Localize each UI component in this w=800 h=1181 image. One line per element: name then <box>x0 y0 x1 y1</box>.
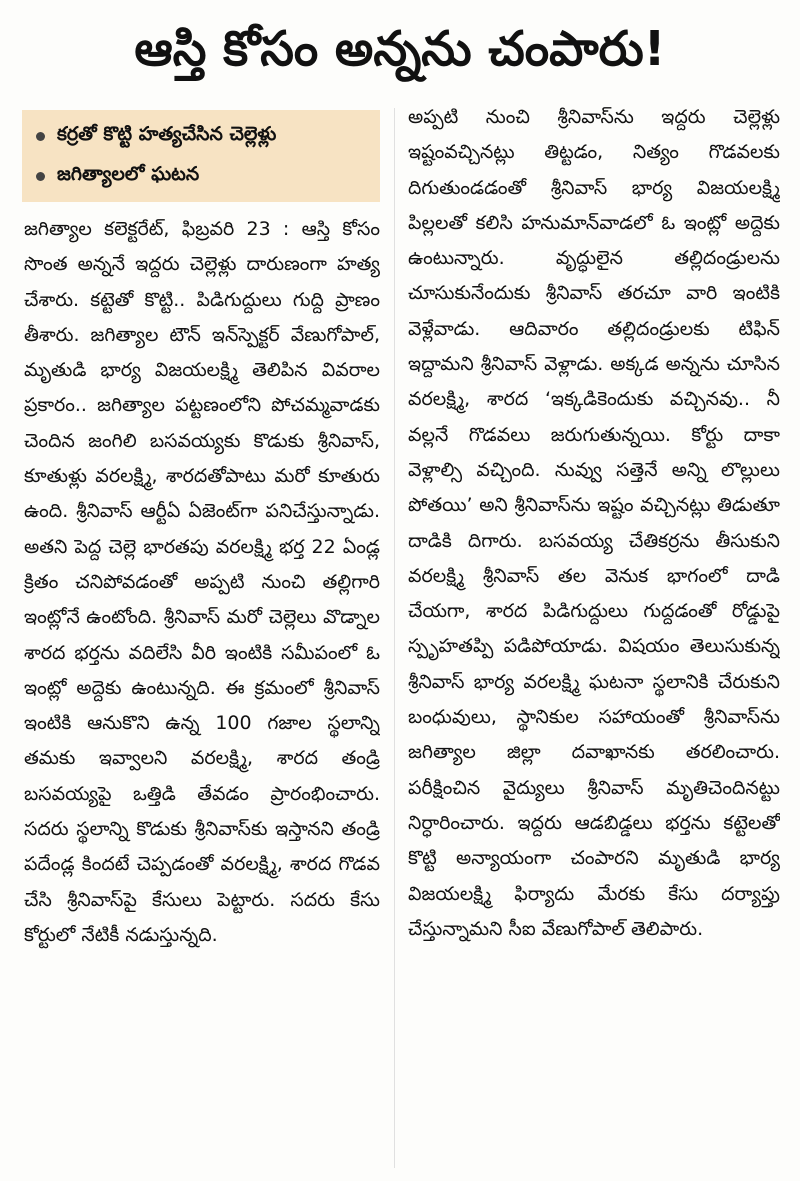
article-column-right <box>408 100 780 1172</box>
article-body-right: అప్పటి నుంచి శ్రీనివాస్‌ను ఇద్దరు చెల్లెళ్లు ఇష్టంవచ్చినట్లు తిట్టడం, నిత్యం గొడవలకు దిగుతుండడంతో శ్రీనివాస్‌ భార్య విజయలక్ష్మి పిల్లలతో కలిసి హనుమాన్‌వాడలో ఓ ఇంట్లో అద్దెకు ఉంటున్నారు. వృద్ధులైన తల్లిదండ్రులను చూసుకునేందుకు శ్రీనివాస్‌ తరచూ వారి ఇంటికి వెళ్లేవాడు. ఆదివారం తల్లిదండ్రులకు టిఫిన్‌ ఇద్దామని శ్రీనివాస్‌ వెళ్లాడు. అక్కడ అన్నను చూసిన వరలక్ష్మి, శారద ‘ఇక్కడికెందుకు వచ్చినవు.. నీ వల్లనే గొడవలు జరుగుతున్నయి. కోర్టు దాకా వెళ్లాల్సి వచ్చింది. నువ్వు సత్తెనే అన్ని లొల్లులు పోతయి’ అని శ్రీనివాస్‌ను ఇష్టం వచ్చినట్లు తిడుతూ దాడికి దిగారు. బసవయ్య చేతికర్రను తీసుకుని వరలక్ష్మి శ్రీనివాస్‌ తల వెనుక భాగంలో దాడి చేయగా, శారద పిడిగుద్దులు గుద్దడంతో రోడ్డుపై స్పృహతప్పి పడిపోయాడు. విషయం తెలుసుకున్న శ్రీనివాస్‌ భార్య వరలక్ష్మి ఘటనా స్థలానికి చేరుకుని బంధువులు, స్థానికుల సహాయంతో శ్రీనివాస్‌ను జగిత్యాల జిల్లా దవాఖానకు తరలించారు. పరీక్షించిన వైద్యులు శ్రీనివాస్‌ మృతిచెందినట్టు నిర్ధారించారు. ఇద్దరు ఆడబిడ్డలు భర్తను కట్టెలతో కొట్టి అన్యాయంగా చంపారని మృతుడి భార్య విజయలక్ష్మి ఫిర్యాదు మేరకు కేసు దర్యాప్తు చేస్తున్నామని సీఐ వేణుగోపాల్‌ తెలిపారు. <box>408 106 780 940</box>
article-body-left: జగిత్యాల కలెక్టరేట్‌, ఫిబ్రవరి 23 : ఆస్తి కోసం సొంత అన్ననే ఇద్దరు చెల్లెళ్లు దారుణంగా హత్య చేశారు. కట్టెతో కొట్టి.. పిడిగుద్దులు గుద్ది ప్రాణం తీశారు. జగిత్యాల టౌన్‌ ఇన్‌స్పెక్టర్‌ వేణుగోపాల్‌, మృతుడి భార్య విజయలక్ష్మి తెలిపిన వివరాల ప్రకారం.. జగిత్యాల పట్టణంలోని పోచమ్మవాడకు చెందిన జంగిలి బసవయ్యకు కొడుకు శ్రీనివాస్‌, కూతుళ్లు వరలక్ష్మి, శారదతోపాటు మరో కూతురు ఉంది. శ్రీనివాస్‌ ఆర్టీఏ ఏజెంట్‌గా పనిచేస్తున్నాడు. అతని పెద్ద చెల్లె భారతపు వరలక్ష్మి భర్త 22 ఏండ్ల క్రితం చనిపోవడంతో అప్పటి నుంచి తల్లిగారి ఇంట్లోనే ఉంటోంది. శ్రీనివాస్‌ మరో చెల్లెలు వొడ్నాల శారద భర్తను వదిలేసి వీరి ఇంటికి సమీపంలో ఓ ఇంట్లో అద్దెకు ఉంటున్నది. ఈ క్రమంలో శ్రీనివాస్‌ ఇంటికి ఆనుకొని ఉన్న 100 గజాల స్థలాన్ని తమకు ఇవ్వాలని వరలక్ష్మి, శారద తండ్రి బసవయ్యపై ఒత్తిడి తేవడం ప్రారంభించారు. సదరు స్థలాన్ని కొడుకు శ్రీనివాస్‌కు ఇస్తానని తండ్రి పదేండ్ల కిందటే చెప్పడంతో వరలక్ష్మి, శారద గొడవ చేసి శ్రీనివాస్‌పై కేసులు పెట్టారు. సదరు కేసు కోర్టులో నేటికీ నడుస్తున్నది. <box>24 218 380 946</box>
highlight-item <box>22 156 380 196</box>
highlight-item <box>22 116 380 156</box>
highlights-box <box>22 110 380 202</box>
article-column-left <box>24 212 380 1172</box>
bullet-icon <box>36 172 45 181</box>
highlight-text: జగిత్యాలలో ఘటన <box>57 162 200 185</box>
bullet-icon <box>36 132 45 141</box>
headline: ఆస్తి కోసం అన్నను చంపారు! <box>134 21 666 77</box>
highlight-text: కర్రతో కొట్టి హత్యచేసిన చెల్లెళ్లు <box>57 122 277 145</box>
column-divider <box>394 108 395 1168</box>
